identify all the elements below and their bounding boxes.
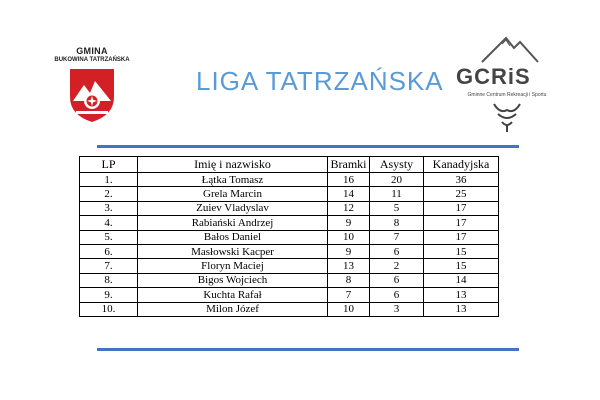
- table-row: [80, 273, 499, 287]
- cell-goals: 12: [328, 201, 370, 215]
- cell-assists: 2: [370, 259, 424, 273]
- table-row: [80, 216, 499, 230]
- table-row: [80, 187, 499, 201]
- table-row: [80, 173, 499, 187]
- cell-goals: 10: [328, 302, 370, 316]
- cell-assists: 6: [370, 273, 424, 287]
- gmina-logo: [52, 38, 148, 134]
- cell-kanadyjska: 15: [424, 244, 499, 258]
- header-kanadyjska: Kanadyjska: [424, 157, 499, 173]
- header-assists: Asysty: [370, 157, 424, 173]
- cell-kanadyjska: 25: [424, 187, 499, 201]
- cell-kanadyjska: 13: [424, 288, 499, 302]
- cell-name: Milon Józef: [138, 302, 328, 316]
- cell-assists: 3: [370, 302, 424, 316]
- table-row: [80, 302, 499, 316]
- cell-lp: 1.: [80, 173, 138, 187]
- table-row: [80, 259, 499, 273]
- cell-kanadyjska: 14: [424, 273, 499, 287]
- cell-name: Grela Marcin: [138, 187, 328, 201]
- cell-lp: 2.: [80, 187, 138, 201]
- cell-name: Floryn Maciej: [138, 259, 328, 273]
- cell-assists: 6: [370, 244, 424, 258]
- mountain-icon: [480, 36, 540, 64]
- cell-name: Bigos Wojciech: [138, 273, 328, 287]
- header-name: Imię i nazwisko: [138, 157, 328, 173]
- coat-of-arms-icon: [68, 67, 116, 123]
- cell-lp: 8.: [80, 273, 138, 287]
- cell-goals: 7: [328, 288, 370, 302]
- cell-goals: 8: [328, 273, 370, 287]
- cell-goals: 9: [328, 216, 370, 230]
- table-row: [80, 244, 499, 258]
- bottom-divider: [97, 348, 519, 351]
- gmina-sublabel: BUKOWINA TATRZAŃSKA: [54, 57, 130, 63]
- cell-kanadyjska: 17: [424, 230, 499, 244]
- table-row: [80, 288, 499, 302]
- header-row: [80, 157, 499, 173]
- cell-name: Masłowski Kacper: [138, 244, 328, 258]
- cell-goals: 13: [328, 259, 370, 273]
- cell-kanadyjska: 17: [424, 201, 499, 215]
- cell-goals: 10: [328, 230, 370, 244]
- ornament-icon: [490, 100, 524, 134]
- cell-assists: 5: [370, 201, 424, 215]
- gcris-brand: GCRiS: [456, 64, 531, 89]
- gcris-logo: [452, 36, 562, 140]
- cell-name: Zuiev Vladyslav: [138, 201, 328, 215]
- cell-goals: 14: [328, 187, 370, 201]
- cell-assists: 7: [370, 230, 424, 244]
- standings-table: [79, 156, 499, 317]
- cell-lp: 9.: [80, 288, 138, 302]
- cell-assists: 20: [370, 173, 424, 187]
- cell-name: Bałos Daniel: [138, 230, 328, 244]
- header-goals: Bramki: [328, 157, 370, 173]
- cell-lp: 10.: [80, 302, 138, 316]
- gcris-subtitle: Gminne Centrum Rekreacji i Sportu: [467, 92, 547, 98]
- cell-kanadyjska: 17: [424, 216, 499, 230]
- cell-assists: 6: [370, 288, 424, 302]
- cell-lp: 6.: [80, 244, 138, 258]
- cell-assists: 8: [370, 216, 424, 230]
- gmina-label: GMINA: [76, 46, 108, 56]
- cell-lp: 5.: [80, 230, 138, 244]
- table-row: [80, 201, 499, 215]
- cell-kanadyjska: 13: [424, 302, 499, 316]
- cell-goals: 9: [328, 244, 370, 258]
- cell-lp: 3.: [80, 201, 138, 215]
- cell-name: Kuchta Rafał: [138, 288, 328, 302]
- cell-name: Łątka Tomasz: [138, 173, 328, 187]
- header-lp: LP: [80, 157, 138, 173]
- cell-kanadyjska: 36: [424, 173, 499, 187]
- page-title: LIGA TATRZAŃSKA: [196, 66, 444, 96]
- table-row: [80, 230, 499, 244]
- top-divider: [97, 145, 519, 148]
- cell-kanadyjska: 15: [424, 259, 499, 273]
- cell-lp: 7.: [80, 259, 138, 273]
- cell-lp: 4.: [80, 216, 138, 230]
- cell-goals: 16: [328, 173, 370, 187]
- cell-assists: 11: [370, 187, 424, 201]
- cell-name: Rabiański Andrzej: [138, 216, 328, 230]
